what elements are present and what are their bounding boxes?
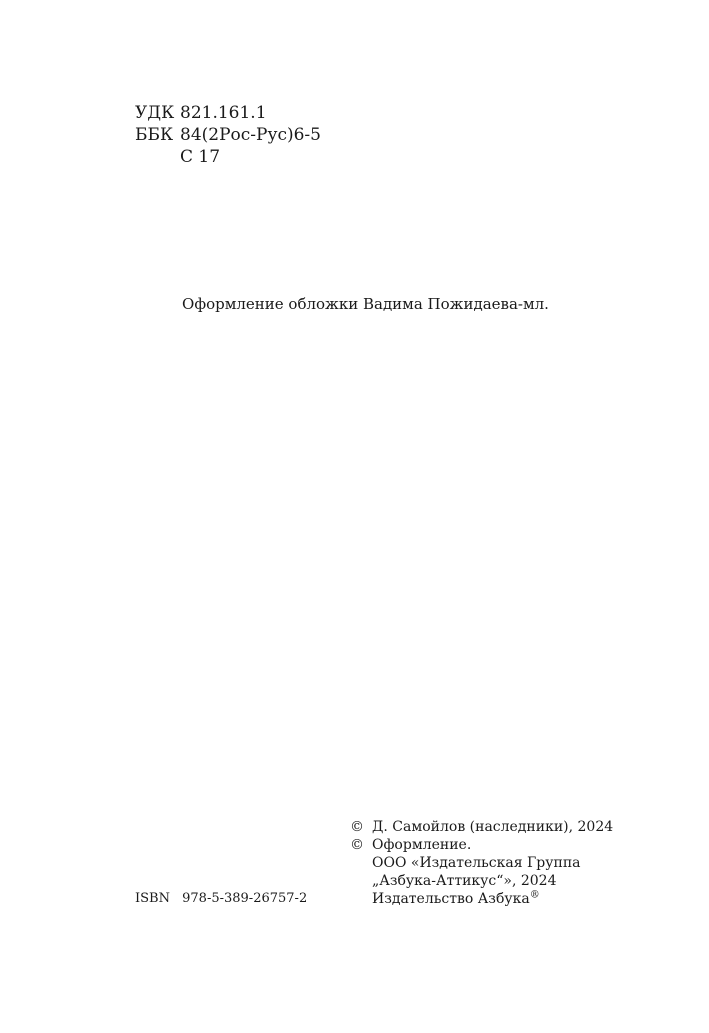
classification-block bbox=[135, 102, 321, 168]
copyright-symbol: © bbox=[350, 819, 364, 835]
bbk-value: 84(2Рос-Рус)6-5 bbox=[180, 125, 321, 145]
copyright-publisher-name: „Азбука-Аттикус“», 2024 bbox=[372, 873, 557, 889]
isbn-label: ISBN bbox=[135, 891, 170, 906]
bbk-row bbox=[135, 124, 321, 146]
udk-value: 821.161.1 bbox=[180, 103, 267, 123]
cover-design-credit: Оформление обложки Вадима Пожидаева-мл. bbox=[182, 295, 549, 313]
udk-row bbox=[135, 102, 321, 124]
copyright-publisher-group: ООО «Издательская Группа bbox=[372, 855, 581, 871]
copyright-symbol: © bbox=[350, 837, 364, 853]
author-mark: С 17 bbox=[180, 147, 221, 167]
author-mark-row bbox=[135, 146, 321, 168]
copyright-author: Д. Самойлов (наследники), 2024 bbox=[372, 819, 614, 835]
isbn-value: 978-5-389-26757-2 bbox=[182, 891, 308, 906]
copyright-design: Оформление. bbox=[372, 837, 472, 853]
registered-mark: ® bbox=[529, 889, 540, 901]
imprint-name: Издательство Азбука bbox=[372, 891, 530, 907]
bbk-label: ББК bbox=[135, 125, 174, 145]
udk-label: УДК bbox=[135, 103, 175, 123]
copyright-block bbox=[350, 818, 613, 908]
copyright-row-design bbox=[350, 836, 613, 854]
copyright-row-author bbox=[350, 818, 613, 836]
isbn-line bbox=[135, 890, 307, 908]
copyright-imprint bbox=[350, 890, 613, 908]
